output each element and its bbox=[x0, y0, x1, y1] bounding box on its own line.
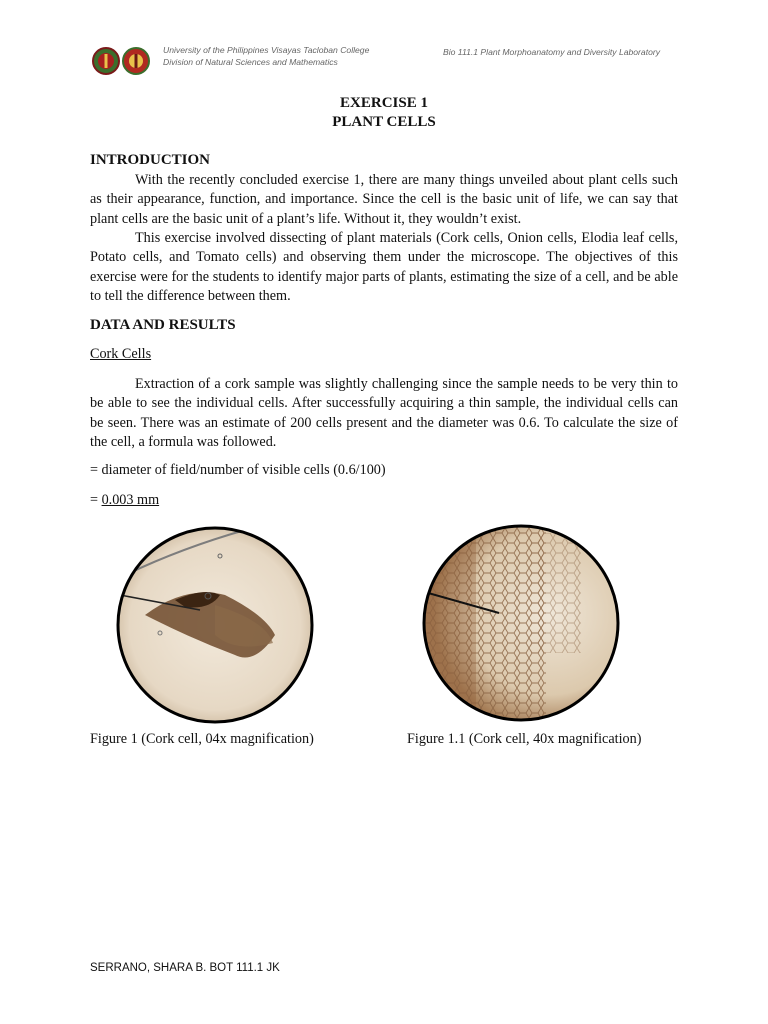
header-institution-name: University of the Philippines Visayas Tacloban College bbox=[163, 45, 370, 55]
cork-cells-paragraph-text: Extraction of a cork sample was slightly challenging since the sample needs to be very thin to be able to see the individual cells. After successfully acquiring a thin sample, the individual cells can be seen. There was an estimate of 200 cells present and the diameter was 0.6. To calculate the size of the cell, a formula was followed. bbox=[90, 376, 678, 450]
introduction-paragraph-1 bbox=[90, 171, 678, 229]
header-division-name: Division of Natural Sciences and Mathematics bbox=[163, 57, 338, 67]
result-line bbox=[90, 492, 159, 509]
introduction-paragraph-2 bbox=[90, 229, 678, 306]
footer-author: SERRANO, SHARA B. BOT 111.1 JK bbox=[90, 962, 280, 974]
figure-1-1-caption: Figure 1.1 (Cork cell, 40x magnification) bbox=[407, 731, 642, 747]
result-value: 0.003 mm bbox=[101, 492, 160, 508]
introduction-paragraph-1-text: With the recently concluded exercise 1, there are many things unveiled about plant cells such as their appearance, function, and importance. Since the cell is the basic unit of life, we can say that plant cells are the basic unit of a plant’s life. Without it, they wouldn’t exist. bbox=[90, 172, 678, 227]
results-heading: DATA AND RESULTS bbox=[90, 317, 236, 333]
header-course: Bio 111.1 Plant Morphoanatomy and Diversity Laboratory bbox=[443, 47, 661, 57]
figure-1-1-micrograph bbox=[421, 523, 621, 723]
figure-1-caption: Figure 1 (Cork cell, 04x magnification) bbox=[90, 731, 314, 747]
exercise-title: PLANT CELLS bbox=[332, 114, 436, 130]
result-prefix: = bbox=[90, 492, 102, 508]
university-seal-logos bbox=[92, 46, 152, 76]
introduction-paragraph-2-text: This exercise involved dissecting of plant materials (Cork cells, Onion cells, Elodia leaf cells, Potato cells, and Tomato cells) and observing them under the microscope. The objectives of this exercise were for the students to identify major parts of plants, estimating the size of a cell, and be able to tell the difference between them. bbox=[90, 230, 678, 304]
introduction-heading: INTRODUCTION bbox=[90, 152, 211, 168]
cork-cells-paragraph bbox=[90, 375, 678, 452]
header-institution bbox=[163, 44, 369, 68]
figure-1-micrograph bbox=[115, 525, 315, 725]
formula-line: = diameter of field/number of visible cells (0.6/100) bbox=[90, 462, 386, 478]
exercise-number: EXERCISE 1 bbox=[340, 95, 428, 111]
cork-cells-subheading: Cork Cells bbox=[90, 346, 152, 362]
